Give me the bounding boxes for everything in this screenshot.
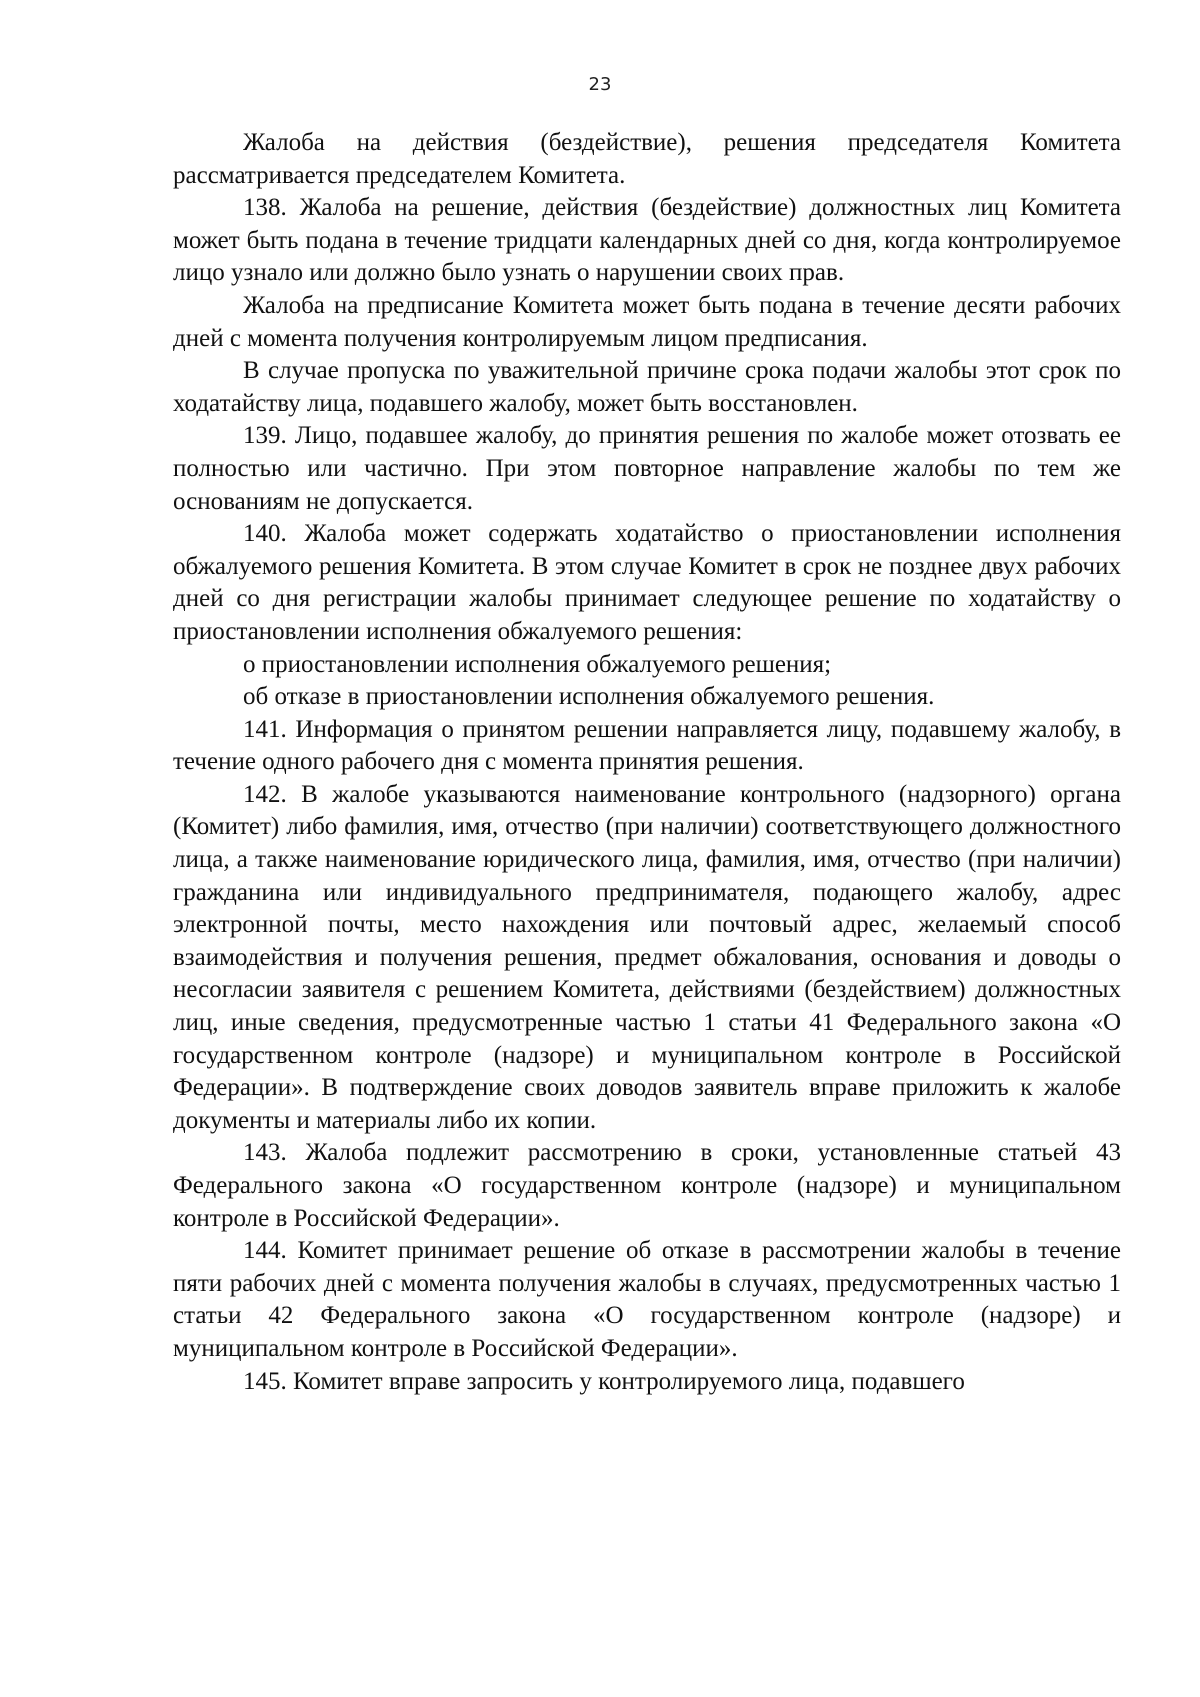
paragraph-chairman-complaint: Жалоба на действия (бездействие), решения председателя Комитета рассматривается председателем Комитета. <box>173 129 1121 189</box>
paragraph-140: 140. Жалоба может содержать ходатайство о приостановлении исполнения обжалуемого решения Комитета. В этом случае Комитет в срок не позднее двух рабочих дней со дня регистрации жалобы принимает следующее решение по ходатайству о приостановлении исполнения обжалуемого решения: <box>173 520 1121 645</box>
paragraph-deadline-restoration: В случае пропуска по уважительной причине срока подачи жалобы этот срок по ходатайству лица, подавшего жалобу, может быть восстановлен. <box>173 357 1121 417</box>
paragraph-139: 139. Лицо, подавшее жалобу, до принятия решения по жалобе может отозвать ее полностью или частично. При этом повторное направление жалобы по тем же основаниям не допускается. <box>173 422 1121 515</box>
paragraph-138: 138. Жалоба на решение, действия (бездействие) должностных лиц Комитета может быть подана в течение тридцати календарных дней со дня, когда контролируемое лицо узнало или должно было узнать о нарушении своих прав. <box>173 194 1121 287</box>
paragraph-142: 142. В жалобе указываются наименование контрольного (надзорного) органа (Комитет) либо фамилия, имя, отчество (при наличии) соответствующего должностного лица, а также наименование юридического лица, фамилия, имя, отчество (при наличии) гражданина или индивидуального предпринимателя, подающего жалобу, адрес электронной почты, место нахождения или почтовый адрес, желаемый способ взаимодействия и получения решения, предмет обжалования, основания и доводы о несогласии заявителя с решением Комитета, действиями (бездействием) должностных лиц, иные сведения, предусмотренные частью 1 статьи 41 Федерального закона «О государственном контроле (надзоре) и муниципальном контроле в Российской Федерации». В подтверждение своих доводов заявитель вправе приложить к жалобе документы и материалы либо их копии. <box>173 780 1121 1134</box>
paragraph-option-refuse: об отказе в приостановлении исполнения обжалуемого решения. <box>243 683 935 711</box>
paragraph-option-suspend: о приостановлении исполнения обжалуемого решения; <box>243 650 832 678</box>
paragraph-prescription-complaint: Жалоба на предписание Комитета может быть подана в течение десяти рабочих дней с момента получения контролируемым лицом предписания. <box>173 291 1121 352</box>
paragraph-141: 141. Информация о принятом решении направляется лицу, подавшему жалобу, в течение одного рабочего дня с момента принятия решения. <box>173 715 1121 776</box>
paragraph-144: 144. Комитет принимает решение об отказе в рассмотрении жалобы в течение пяти рабочих дней с момента получения жалобы в случаях, предусмотренных частью 1 статьи 42 Федерального закона «О государственном контроле (надзоре) и муниципальном контроле в Российской Федерации». <box>173 1237 1121 1362</box>
paragraph-145: 145. Комитет вправе запросить у контролируемого лица, подавшего <box>243 1367 965 1395</box>
page-number: 23 <box>588 74 612 95</box>
paragraph-143: 143. Жалоба подлежит рассмотрению в сроки, установленные статьей 43 Федерального закона «О государственном контроле (надзоре) и муниципальном контроле в Российской Федерации». <box>173 1139 1121 1232</box>
document-body <box>173 127 1121 1398</box>
